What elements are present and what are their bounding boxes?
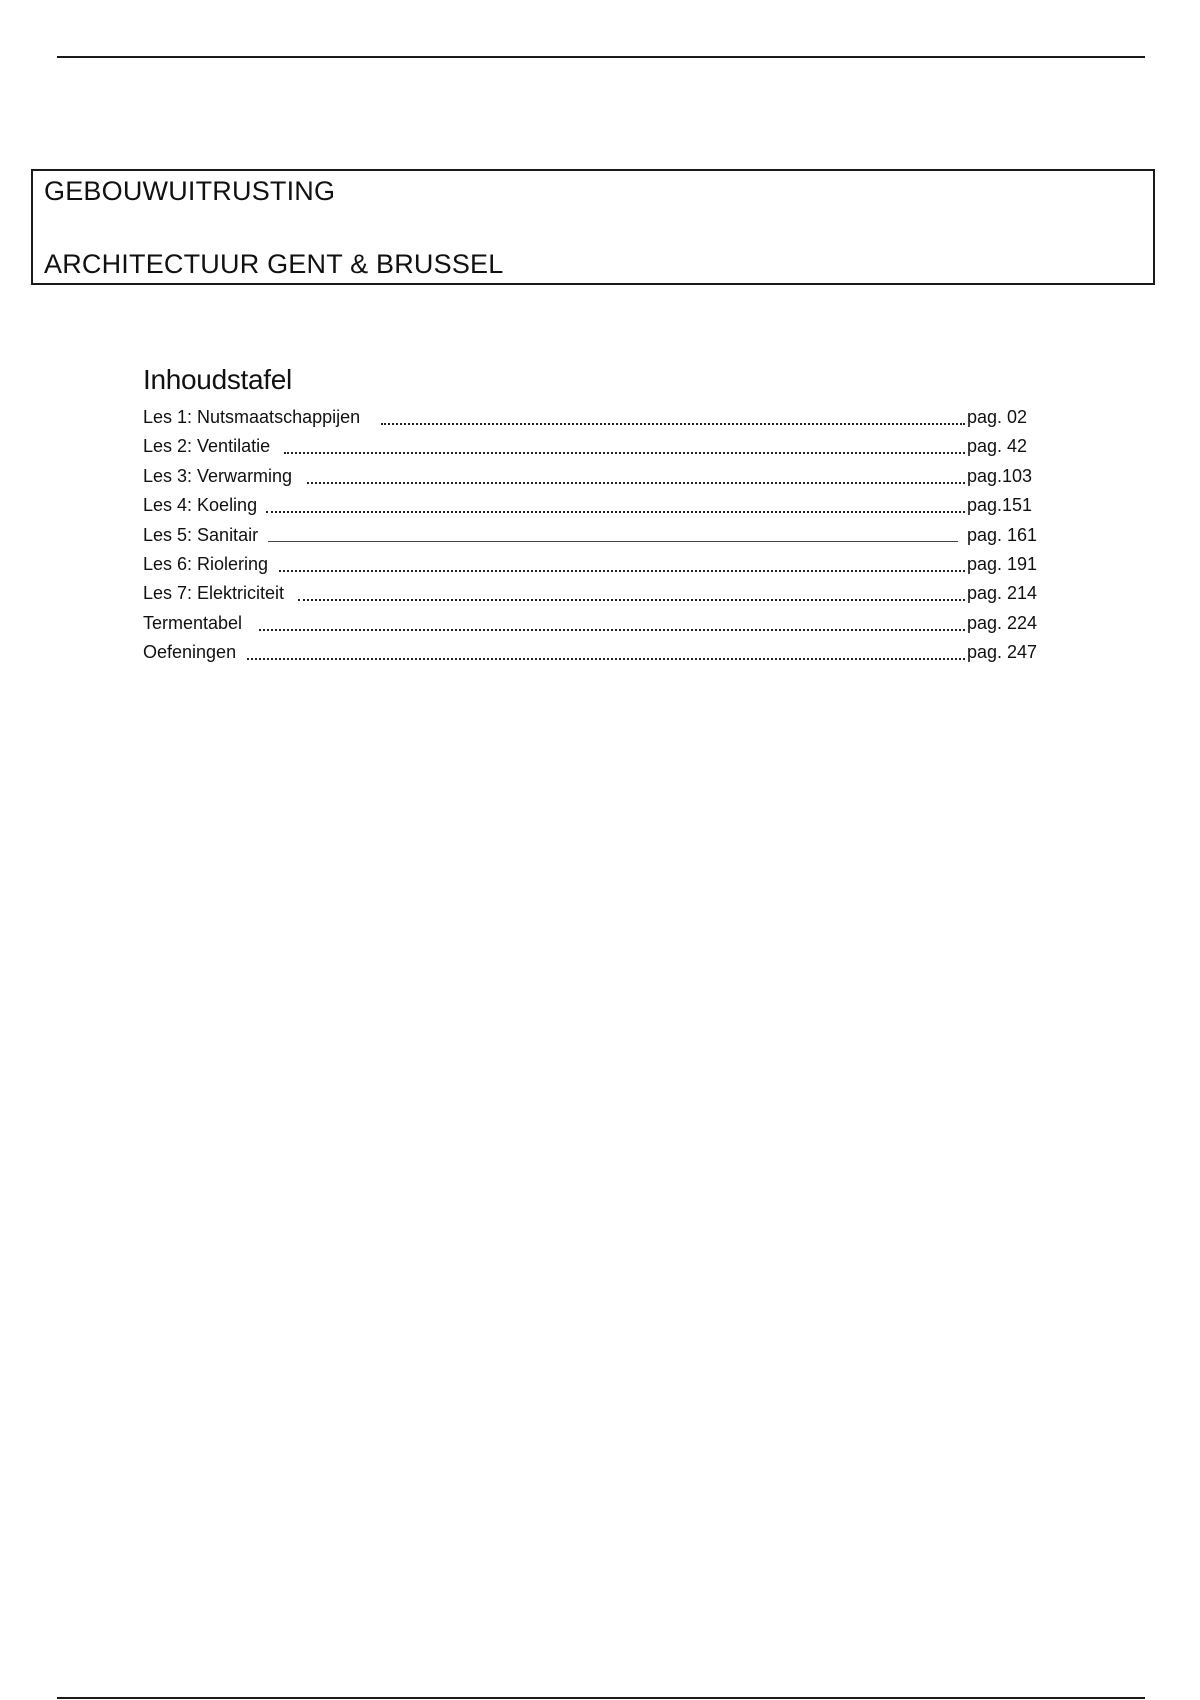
- toc-entry[interactable]: [143, 432, 1043, 461]
- toc-entry-label: Les 1: Nutsmaatschappijen: [143, 407, 361, 427]
- toc-entry-page: pag. 191: [967, 553, 1038, 574]
- toc-dot-leader: [259, 629, 965, 631]
- toc-entry-page: pag. 42: [967, 436, 1028, 457]
- toc-heading: Inhoudstafel: [143, 364, 292, 395]
- toc-entry[interactable]: [143, 403, 1043, 432]
- toc-entry[interactable]: [143, 462, 1043, 491]
- toc-dot-leader: [266, 511, 965, 513]
- toc-entry[interactable]: [143, 638, 1043, 667]
- toc-entry-label: Les 3: Verwarming: [143, 465, 293, 486]
- toc-entry-label: Les 4: Koeling: [143, 495, 258, 516]
- toc-dot-leader: [279, 570, 965, 572]
- toc-dot-leader: [284, 452, 965, 454]
- header-rule: [57, 56, 1145, 58]
- toc-entry-page: pag. 02: [967, 407, 1028, 427]
- toc-entry-label: Les 6: Riolering: [143, 553, 269, 574]
- toc-entry-label: Les 5: Sanitair: [143, 524, 259, 545]
- toc-entry-page: pag. 224: [967, 612, 1038, 633]
- toc-entry-label: Oefeningen: [143, 642, 237, 663]
- course-title: GEBOUWUITRUSTING: [44, 176, 336, 206]
- toc-entry-page: pag. 161: [967, 524, 1038, 545]
- table-of-contents: [143, 361, 1043, 668]
- toc-entry[interactable]: [143, 521, 1043, 550]
- toc-dot-leader: [307, 482, 965, 484]
- toc-dot-leader: [298, 599, 965, 601]
- program-title: ARCHITECTUUR GENT & BRUSSEL: [44, 249, 504, 279]
- toc-entry[interactable]: [143, 491, 1043, 520]
- toc-entry[interactable]: [143, 550, 1043, 579]
- toc-solid-leader: [268, 541, 958, 542]
- toc-entry-label: Les 2: Ventilatie: [143, 436, 271, 457]
- toc-entry-page: pag.103: [967, 465, 1033, 486]
- toc-entry-page: pag.151: [967, 495, 1033, 516]
- toc-entry[interactable]: [143, 609, 1043, 638]
- toc-entry-label: Termentabel: [143, 612, 243, 633]
- toc-entry-label: Les 7: Elektriciteit: [143, 583, 285, 604]
- toc-dot-leader: [247, 658, 965, 660]
- toc-dot-leader: [381, 423, 965, 425]
- toc-entry-page: pag. 247: [967, 642, 1038, 663]
- document-title-box: [31, 169, 1155, 285]
- toc-entry-page: pag. 214: [967, 583, 1038, 604]
- toc-entry[interactable]: [143, 579, 1043, 608]
- footer-rule: [57, 1697, 1145, 1699]
